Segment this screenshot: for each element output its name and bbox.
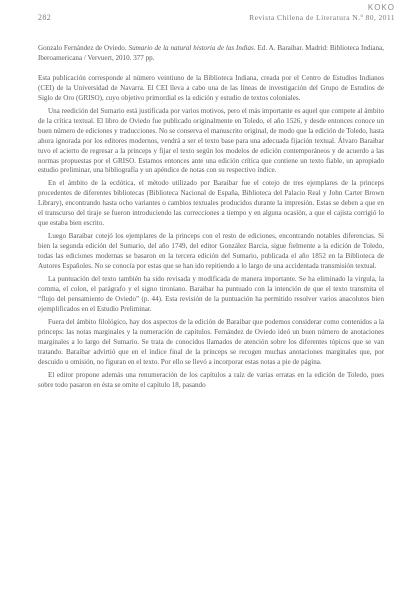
page-number: 282 [38,13,52,22]
running-header [38,13,395,22]
review-body [38,44,384,394]
paragraph-4: Luego Baraibar cotejó los ejemplares de la princeps con el resto de ediciones, encontrando notables diferencias. Si bien la segunda edición del Sumario, del año 1749, del editor González Barcia, sigue fielmente a la edición de Toledo, todas las ediciones modernas se basaron en la tercera edición del Sumario, publicada el año 1852 en la Biblioteca de Autores Españoles. No se conocía por estas que se han ido repitiendo a lo largo de una accidentada transmisión textual. [38,232,384,271]
reference-author: Gonzalo Fernández de Oviedo. [38,44,127,52]
bibliographic-reference [38,44,384,64]
paragraph-5: La puntuación del texto también ha sido revisada y modificada de manera importante. Se ha eliminado la virgula, la comma, el colon, el parágrafo y el signo tironiano. Baraibar ha puntuado con la intención de que el texto transmita el “flujo del pensamiento de Oviedo” (p. 44). Esta revisión de la puntuación ha permitido resolver varios anacolutos bien ejemplificados en el Estudio Preliminar. [38,275,384,313]
reference-details: . Ed. A. Baraibar. Madrid: Biblioteca Indiana, Iberoamericana / Vervuert, 2010. 377 pp. [38,44,384,62]
page-signature: KOKO [367,3,395,12]
paragraph-2: Una reedición del Sumario está justificada por varios motivos, pero el más importante es aquel que compete al ámbito de la crítica textual. El libro de Oviedo fue publicado originalmente en Toledo, el año 1526, y desde entonces conoce un buen número de ediciones y traducciones. No se conserva el manuscrito original, de modo que la edición de Toledo, hasta ahora ignorada por los editores modernos, vendrá a ser el texto base para una adecuada fijación textual. Álvaro Baraibar tuvo el acierto de regresar a la princeps y fijar el texto según los modelos de edición contemporáneos y de acuerdo a las normas propuestas por el GRISO. Estamos entonces ante una edición crítica que contiene un texto fiable, un apropiado estudio preliminar, una bibliografía y un apéndice de notas con su respectivo índice. [38,106,384,175]
reference-title: Sumario de la natural historia de las Indias [128,44,254,52]
paragraph-3: En el ámbito de la ecdótica, el método utilizado por Baraibar fue el cotejo de tres ejemplares de la princeps procedentes de diferentes bibliotecas (Biblioteca Nacional de España, Biblioteca del Palacio Real y John Carter Brown Library), encontrando hasta ocho variantes o cambios textuales producidos durante la impresión. Estas se deben a que en el transcurso del tiraje se fueron introduciendo las correcciones a tiempo y en alguna ocasión, a que el cajista corrigió lo que estaba bien escrito. [38,179,384,228]
paragraph-7: El editor propone además una renumeración de los capítulos a raíz de varias erratas en la edición de Toledo, pues sobre todo pasaron en ésta se omite el capítulo 18, pasando [38,370,384,389]
paragraph-1: Esta publicación corresponde al número veintiuno de la Biblioteca Indiana, creada por el Centro de Estudios Indianos (CEI) de la Universidad de Navarra. El CEI lleva a cabo una de las líneas de investigación del Grupo de Estudios de Siglo de Oro (GRISO), cuyo objetivo primordial es la edición y estudio de textos coloniales. [38,73,384,102]
paragraph-6: Fuera del ámbito filológico, hay dos aspectos de la edición de Baraibar que podemos considerar como contenidos a la princeps: las notas marginales y la numeración de capítulos. Fernández de Oviedo ideó un buen número de anotaciones marginales a lo largo del Sumario. Se trata de conocidos llamados de atención sobre los diferentes tópicos que se van tratando. Baraibar advirtió que en el índice final de la princeps se recogen muchas anotaciones marginales que, por descuido u omisión, no figuran en el texto. Por ello se llevó a incorporar estas notas a pie de página. [38,317,384,366]
running-title: Revista Chilena de Literatura N.º 80, 2011 [249,13,395,22]
